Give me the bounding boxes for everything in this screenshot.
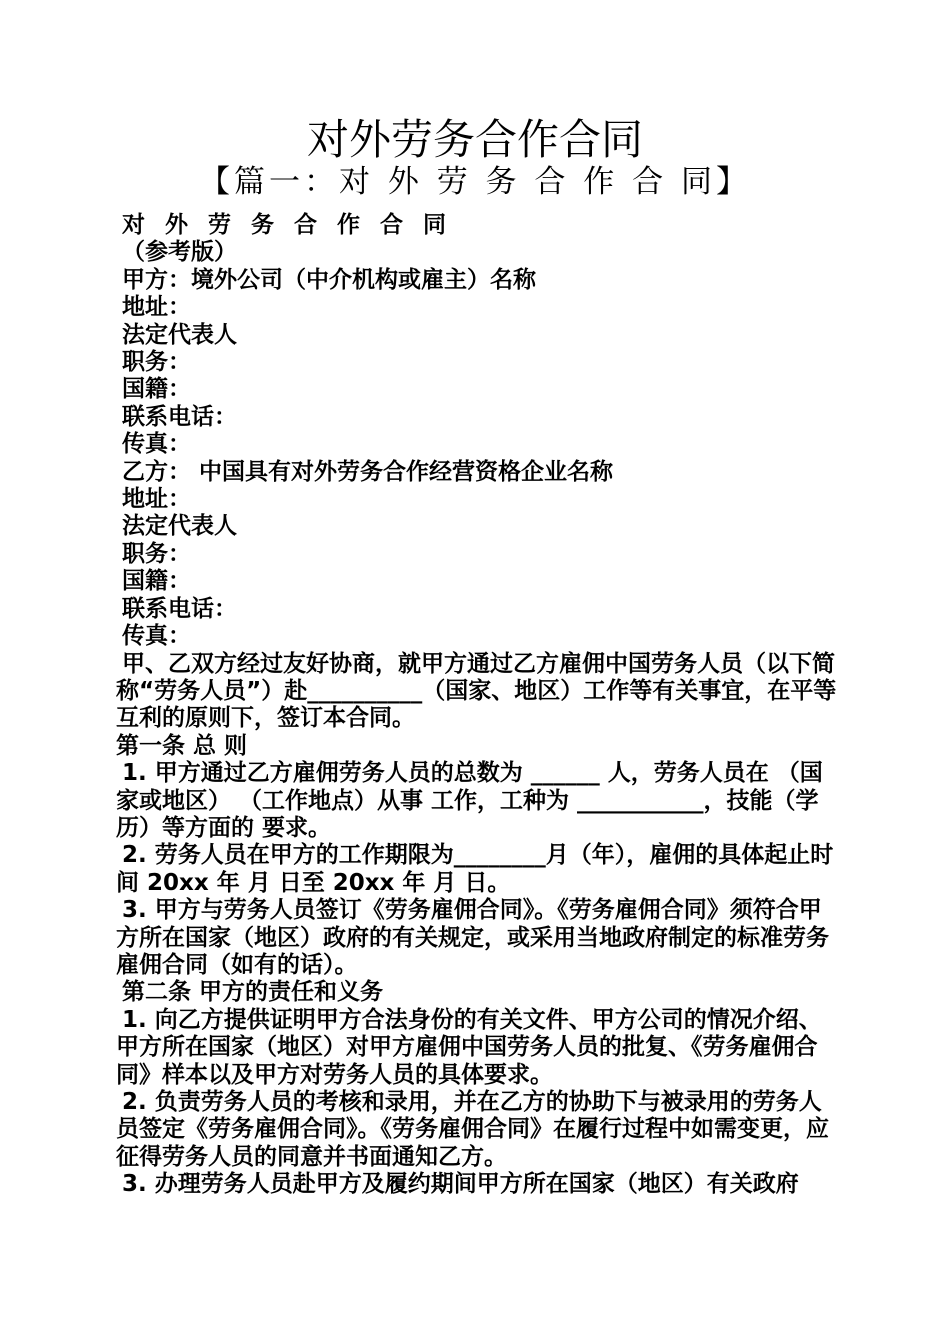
party-a-position: 职务：: [122, 349, 191, 376]
party-a-representative: 法定代表人: [122, 321, 237, 348]
article-one-clause-3: 3. 甲方与劳务人员签订《劳务雇佣合同》。《劳务雇佣合同》须符合甲方所在国家（地区）政府的有关规定，或采用当地政府制定的标准劳务雇佣合同（如有的话）。: [116, 897, 829, 978]
document-title: 对外劳务合作合同: [306, 115, 643, 164]
party-b-fax: 传真：: [122, 623, 191, 650]
contract-heading: 对 外 劳 务 合 作 合 同: [122, 212, 453, 238]
party-a-fax: 传真：: [122, 431, 191, 458]
preamble-paragraph: 甲、乙双方经过友好协商，就甲方通过乙方雇佣中国劳务人员（以下简称“劳务人员”）赴__________（国家、地区）工作等有关事宜，在平等互利的原则下，签订本合同。: [116, 650, 837, 732]
party-a-phone: 联系电话：: [122, 403, 237, 430]
party-b-nationality: 国籍：: [122, 568, 191, 595]
party-a-address: 地址：: [122, 294, 191, 321]
party-b-phone: 联系电话：: [122, 595, 237, 622]
document-body: [116, 212, 841, 1199]
party-a-name: 甲方：境外公司（中介机构或雇主）名称: [122, 266, 536, 293]
reference-edition-label: （参考版）: [122, 239, 237, 266]
party-b-name: 乙方： 中国具有对外劳务合作经营资格企业名称: [122, 458, 614, 485]
article-two-clause-1: 1. 向乙方提供证明甲方合法身份的有关文件、甲方公司的情况介绍、甲方所在国家（地区）对甲方雇佣中国劳务人员的批复、《劳务雇佣合同》样本以及甲方对劳务人员的具体要求。: [116, 1006, 822, 1088]
party-b-address: 地址：: [122, 486, 191, 513]
article-two-clause-2: 2. 负责劳务人员的考核和录用，并在乙方的协助下与被录用的劳务人员签定《劳务雇佣合同》。《劳务雇佣合同》在履行过程中如需变更，应征得劳务人员的同意并书面通知乙方。: [116, 1089, 829, 1170]
article-two-clause-3: 3. 办理劳务人员赴甲方及履约期间甲方所在国家（地区）有关政府: [122, 1171, 799, 1198]
document-subtitle: 【篇一：对 外 劳 务 合 作 合 同】: [199, 164, 751, 200]
article-one-heading: 第一条 总 则: [116, 732, 248, 759]
article-one-clause-1: 1. 甲方通过乙方雇佣劳务人员的总数为 ______ 人，劳务人员在 （国家或地区） （工作地点）从事 工作，工种为 ___________，技能（学历）等方面的 要求。: [116, 760, 823, 841]
article-two-heading: 第二条 甲方的责任和义务: [122, 979, 384, 1006]
party-a-nationality: 国籍：: [122, 376, 191, 403]
article-one-clause-2: 2. 劳务人员在甲方的工作期限为________月（年），雇佣的具体起止时间 20xx 年 月 日至 20xx 年 月 日。: [116, 842, 834, 896]
party-b-position: 职务：: [122, 540, 191, 567]
party-b-representative: 法定代表人: [122, 513, 237, 540]
